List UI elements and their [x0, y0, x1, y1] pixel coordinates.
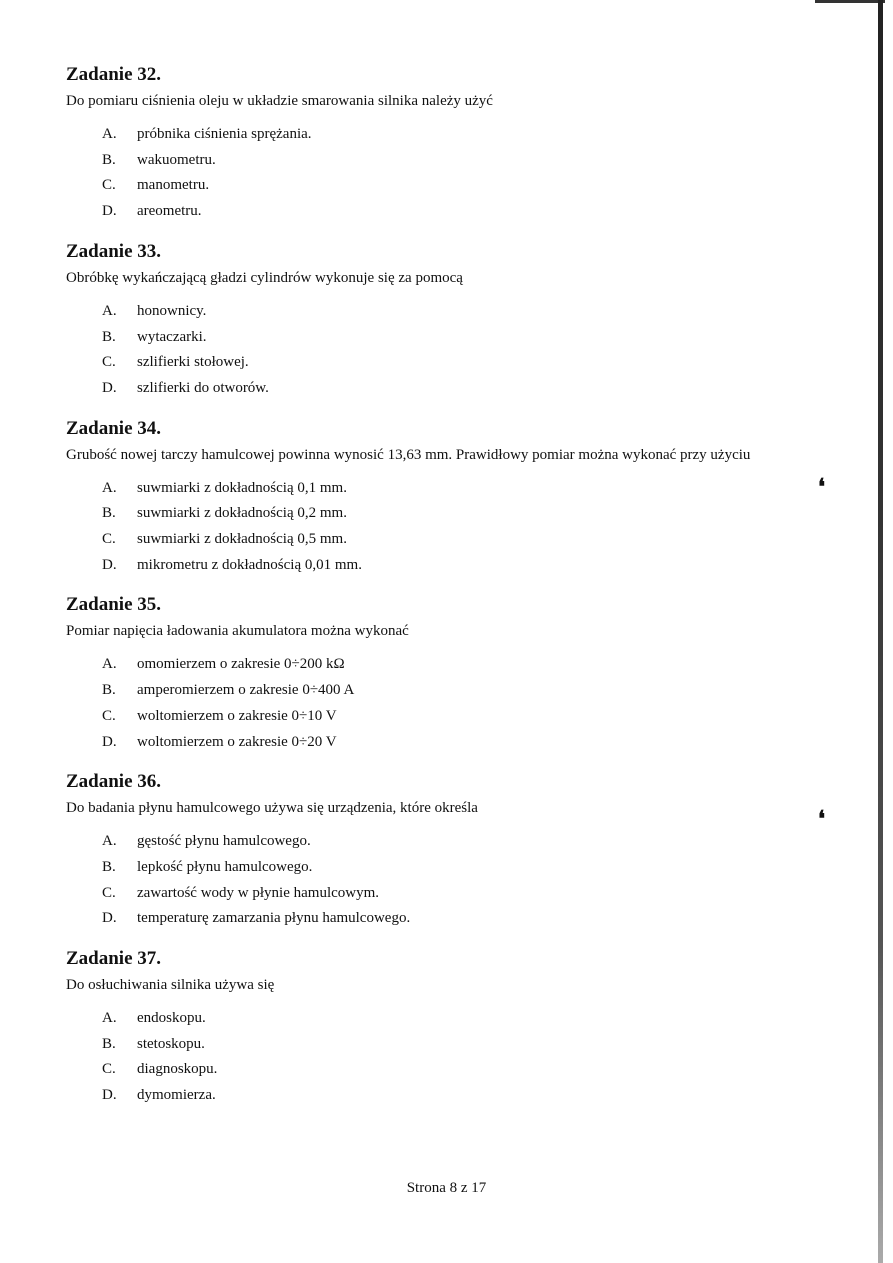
- answer-option-b: [102, 855, 846, 881]
- task-question: Obróbkę wykańczającą gładzi cylindrów wykonuje się za pomocą: [66, 269, 463, 286]
- answer-option-b: [102, 678, 846, 704]
- answer-option-d: [102, 376, 846, 402]
- answer-text: amperomierzem o zakresie 0÷400 A: [137, 682, 355, 699]
- answer-letter: A.: [102, 656, 117, 673]
- task-34: [66, 416, 846, 579]
- task-title: Zadanie 33.: [66, 240, 162, 262]
- answer-option-d: [102, 906, 846, 932]
- task-question: Do osłuchiwania silnika używa się: [66, 977, 275, 994]
- answer-text: endoskopu.: [137, 1010, 206, 1027]
- task-title: Zadanie 32.: [66, 64, 162, 85]
- answer-text: szlifierki stołowej.: [137, 354, 249, 371]
- answer-text: gęstość płynu hamulcowego.: [137, 833, 311, 850]
- answer-letter: A.: [102, 302, 117, 319]
- answer-option-d: [102, 1083, 846, 1109]
- answer-text: dymomierza.: [137, 1087, 216, 1104]
- answer-option-d: [102, 199, 846, 225]
- exam-page-content: [66, 62, 846, 1123]
- answer-text: diagnoskopu.: [137, 1061, 218, 1078]
- task-question: Do badania płynu hamulcowego używa się urządzenia, które określa: [66, 800, 478, 817]
- answer-letter: A.: [102, 1010, 117, 1027]
- answer-letter: C.: [102, 354, 116, 371]
- answer-option-a: [102, 829, 846, 855]
- answer-letter: A.: [102, 126, 117, 142]
- answer-letter: D.: [102, 733, 117, 750]
- scan-mark-icon: ❛: [818, 474, 826, 499]
- answer-text: stetoskopu.: [137, 1035, 205, 1052]
- answer-text: zawartość wody w płynie hamulcowym.: [137, 884, 380, 901]
- answer-text: lepkość płynu hamulcowego.: [137, 858, 313, 875]
- task-title: Zadanie 35.: [66, 594, 162, 616]
- answer-option-a: [102, 652, 846, 678]
- answer-letter: B.: [102, 1035, 116, 1052]
- scan-mark-icon: ❛: [818, 806, 826, 831]
- answer-option-c: [102, 881, 846, 907]
- answer-text: suwmiarki z dokładnością 0,2 mm.: [137, 505, 347, 522]
- task-36: [66, 769, 846, 932]
- answer-list: [66, 652, 846, 755]
- answer-letter: C.: [102, 177, 116, 194]
- task-question: Grubość nowej tarczy hamulcowej powinna wynosić 13,63 mm. Prawidłowy pomiar można wykonać przy użyciu: [66, 446, 751, 463]
- answer-letter: D.: [102, 203, 117, 220]
- task-question: Pomiar napięcia ładowania akumulatora można wykonać: [66, 623, 409, 640]
- answer-option-c: [102, 350, 846, 376]
- answer-letter: D.: [102, 379, 117, 396]
- answer-text: honownicy.: [137, 302, 207, 319]
- answer-text: omomierzem o zakresie 0÷200 kΩ: [137, 656, 345, 673]
- answer-text: mikrometru z dokładnością 0,01 mm.: [137, 556, 362, 573]
- answer-option-d: [102, 553, 846, 579]
- answer-list: [66, 829, 846, 932]
- task-35: [66, 592, 846, 755]
- scan-edge-right: [878, 0, 883, 1263]
- task-32: [66, 62, 846, 225]
- answer-letter: B.: [102, 505, 116, 522]
- task-title: Zadanie 36.: [66, 771, 162, 793]
- page-number: Strona 8 z 17: [406, 1180, 487, 1196]
- answer-list: [66, 122, 846, 225]
- answer-text: manometru.: [137, 177, 210, 194]
- scan-edge-top: [815, 0, 885, 3]
- answer-letter: C.: [102, 531, 116, 548]
- answer-option-a: [102, 122, 846, 148]
- answer-option-d: [102, 730, 846, 756]
- answer-letter: C.: [102, 884, 116, 901]
- answer-option-c: [102, 173, 846, 199]
- task-37: [66, 946, 846, 1109]
- answer-letter: B.: [102, 682, 116, 699]
- answer-option-a: [102, 476, 846, 502]
- answer-option-b: [102, 501, 846, 527]
- answer-letter: D.: [102, 910, 117, 927]
- task-33: [66, 239, 846, 402]
- answer-option-c: [102, 1057, 846, 1083]
- answer-letter: C.: [102, 1061, 116, 1078]
- answer-text: suwmiarki z dokładnością 0,1 mm.: [137, 479, 347, 496]
- answer-letter: D.: [102, 1087, 117, 1104]
- answer-text: temperaturę zamarzania płynu hamulcowego.: [137, 910, 411, 927]
- answer-letter: D.: [102, 556, 117, 573]
- answer-option-a: [102, 1006, 846, 1032]
- answer-letter: C.: [102, 707, 116, 724]
- task-title: Zadanie 37.: [66, 948, 162, 970]
- answer-list: [66, 299, 846, 402]
- answer-option-c: [102, 704, 846, 730]
- answer-text: woltomierzem o zakresie 0÷20 V: [137, 733, 337, 750]
- answer-letter: A.: [102, 833, 117, 850]
- answer-option-c: [102, 527, 846, 553]
- answer-text: wakuometru.: [137, 151, 216, 168]
- answer-option-b: [102, 148, 846, 174]
- answer-letter: A.: [102, 479, 117, 496]
- answer-option-b: [102, 325, 846, 351]
- answer-text: suwmiarki z dokładnością 0,5 mm.: [137, 531, 347, 548]
- answer-text: próbnika ciśnienia sprężania.: [137, 126, 312, 142]
- answer-list: [66, 1006, 846, 1109]
- answer-text: szlifierki do otworów.: [137, 379, 269, 396]
- answer-list: [66, 476, 846, 579]
- answer-option-b: [102, 1032, 846, 1058]
- answer-text: woltomierzem o zakresie 0÷10 V: [137, 707, 337, 724]
- task-title: Zadanie 34.: [66, 417, 162, 439]
- answer-letter: B.: [102, 151, 116, 168]
- answer-text: areometru.: [137, 203, 202, 220]
- answer-text: wytaczarki.: [137, 328, 207, 345]
- task-question: Do pomiaru ciśnienia oleju w układzie smarowania silnika należy użyć: [66, 93, 493, 109]
- answer-letter: B.: [102, 858, 116, 875]
- answer-letter: B.: [102, 328, 116, 345]
- answer-option-a: [102, 299, 846, 325]
